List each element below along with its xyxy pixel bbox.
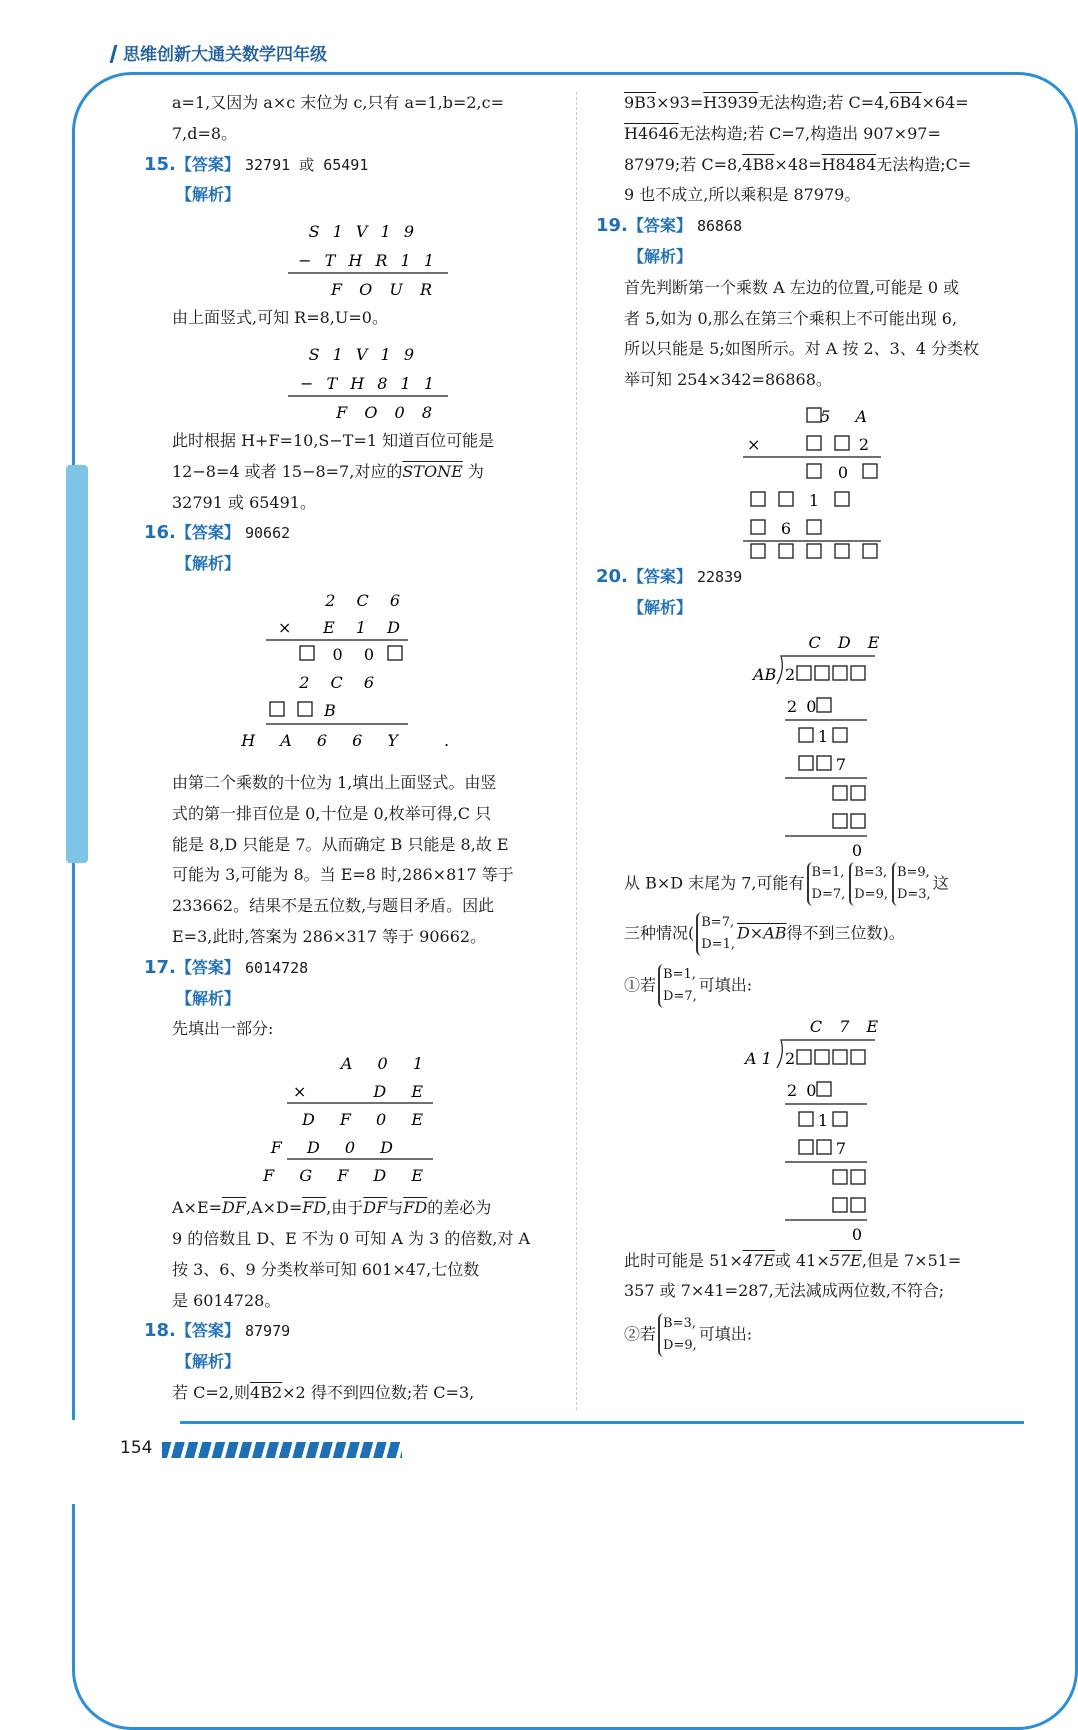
div1-box bbox=[797, 666, 811, 680]
q20-c1a: B=1, bbox=[811, 864, 845, 880]
v19-box bbox=[807, 520, 821, 534]
intro-line-1: a=1,又因为 a×c 末位为 c,只有 a=1,b=2,c= bbox=[172, 93, 505, 112]
v15b-row2: − T H 8 1 1 bbox=[300, 373, 438, 393]
q15-vertical-calc-2 bbox=[278, 338, 458, 422]
q17-vertical-calc bbox=[263, 1049, 453, 1189]
v17-row1: A 0 1 bbox=[340, 1054, 433, 1074]
q18-l1c: ×64= bbox=[921, 93, 969, 112]
intro-line-2: 7,d=8。 bbox=[172, 123, 238, 143]
q20-brace-1 bbox=[807, 862, 846, 906]
q20-ov-dab: D×AB bbox=[736, 923, 787, 943]
div2-box bbox=[799, 1140, 813, 1154]
v16-row2: E 1 D bbox=[323, 617, 408, 637]
q17-p1e: 的差必为 bbox=[427, 1198, 492, 1218]
q17-p3: 按 3、6、9 分类枚举可知 601×47,七位数 bbox=[172, 1259, 480, 1279]
q15-text2a: 此时根据 H+F=10,S−T=1 知道百位可能是 bbox=[172, 430, 495, 450]
right-column bbox=[596, 88, 1010, 1357]
q18-r-l1 bbox=[624, 88, 1010, 119]
q18-ov3: H3939 bbox=[703, 93, 758, 112]
v17-row2: D E bbox=[373, 1082, 433, 1102]
q20-answer: 22839 bbox=[697, 567, 743, 586]
q17-p1a: A×E= bbox=[172, 1198, 223, 1218]
q16-p4: 可能为 3,可能为 8。当 E=8 时,286×817 等于 bbox=[172, 865, 514, 885]
v16-box bbox=[298, 702, 312, 716]
q15-analysis-tag: 【解析】 bbox=[176, 185, 241, 205]
q20-case1-c1a: B=1, bbox=[663, 966, 696, 982]
div1-quotient: C D E bbox=[808, 632, 886, 652]
v16-row1: 2 C 6 bbox=[325, 590, 408, 610]
v19-row2: 2 bbox=[858, 434, 869, 454]
div1-zero: 0 bbox=[851, 840, 863, 860]
q17-fd: $\overline{FD}$ bbox=[302, 1198, 327, 1218]
q20-c4b: D=1, bbox=[701, 936, 735, 952]
q17-answer-tag: 【答案】 bbox=[175, 957, 240, 977]
div2-box bbox=[833, 1198, 847, 1212]
header bbox=[112, 40, 327, 65]
q17-number: 17. bbox=[144, 956, 176, 978]
q15-stone: STONE bbox=[402, 461, 463, 481]
div2-box bbox=[799, 1112, 813, 1126]
v19-row5: 6 bbox=[780, 518, 792, 538]
v19-row4: 1 bbox=[808, 490, 820, 510]
div2-r2: 1 bbox=[817, 1110, 829, 1130]
q20-case1: ①若 bbox=[624, 975, 657, 995]
q19-answer: 86868 bbox=[697, 217, 743, 236]
q17-p1d: 与 bbox=[387, 1198, 404, 1218]
q18-analysis-tag: 【解析】 bbox=[176, 1352, 241, 1372]
q20-c2b: D=9, bbox=[854, 886, 888, 902]
q18-ov7: H8484 bbox=[821, 154, 877, 174]
q20-case2: ②若 bbox=[624, 1324, 657, 1344]
div1-box bbox=[815, 666, 829, 680]
div2-box bbox=[817, 1082, 831, 1096]
v19-box bbox=[751, 492, 765, 506]
v19-box bbox=[835, 436, 849, 450]
div1-dividend-2: 2 bbox=[785, 664, 796, 684]
q20-case2-c2a: B=3, bbox=[663, 1316, 696, 1332]
q17-p1 bbox=[172, 1193, 564, 1224]
v16-box bbox=[388, 646, 402, 660]
q15-answer-tag: 【答案】 bbox=[175, 154, 240, 174]
q17-df-2: $\overline{DF}$ bbox=[363, 1198, 388, 1218]
bottom-rule bbox=[180, 1421, 1024, 1424]
q18-p1 bbox=[172, 1378, 564, 1409]
v16-dot: . bbox=[444, 730, 450, 750]
q18-answer-line bbox=[144, 1316, 564, 1347]
div1-box bbox=[817, 756, 831, 770]
q16-p2: 式的第一排百位是 0,十位是 0,枚举可得,C 只 bbox=[172, 803, 492, 823]
v19-row1: 5 A bbox=[820, 406, 877, 426]
v16-row3: 0 0 bbox=[332, 644, 382, 664]
div1-divisor: AB bbox=[753, 664, 777, 684]
q18-answer: 87979 bbox=[245, 1322, 291, 1341]
v19-box bbox=[807, 436, 821, 450]
q18-p1b: ×2 得不到四位数;若 C=3, bbox=[282, 1382, 475, 1402]
v19-box bbox=[807, 408, 821, 422]
q20-brace-3 bbox=[892, 862, 931, 906]
q18-ov6: 4B8 bbox=[742, 154, 775, 174]
q16-answer-line bbox=[144, 518, 564, 549]
div2-r1: 2 0 bbox=[787, 1080, 819, 1100]
v17-times: × bbox=[293, 1082, 307, 1102]
div1-box bbox=[851, 666, 865, 680]
q19-vertical-calc bbox=[737, 400, 897, 550]
q20-ov47e: 47E bbox=[742, 1250, 775, 1270]
q18-l2a: 无法构造;若 C=7,构造出 907×97= bbox=[678, 123, 941, 143]
v16-row5: B bbox=[324, 700, 336, 720]
q20-case2b: 可填出: bbox=[698, 1324, 753, 1344]
div2-box bbox=[851, 1198, 865, 1212]
q18-ov5: H4646 bbox=[624, 123, 679, 143]
q20-brace-4 bbox=[696, 912, 735, 956]
q16-answer: 90662 bbox=[245, 524, 291, 543]
q20-case1b: 可填出: bbox=[698, 975, 753, 995]
div2-r3: 7 bbox=[835, 1138, 847, 1158]
v19-box bbox=[863, 464, 877, 478]
v19-box bbox=[751, 544, 765, 558]
q15-text2c: 为 bbox=[467, 461, 484, 481]
v19-box bbox=[863, 544, 877, 558]
v19-box bbox=[807, 544, 821, 558]
q16-p5: 233662。结果不是五位数,与题目矛盾。因此 bbox=[172, 896, 495, 916]
v16-box bbox=[300, 646, 314, 660]
v19-box bbox=[835, 492, 849, 506]
div2-box bbox=[851, 1050, 865, 1064]
v15b-row1: S 1 V 1 9 bbox=[308, 344, 418, 364]
q16-analysis-tag: 【解析】 bbox=[176, 554, 241, 574]
q17-fd-2: $\overline{FD}$ bbox=[403, 1198, 428, 1218]
div1-r3: 7 bbox=[835, 754, 847, 774]
q17-answer-line bbox=[144, 953, 564, 984]
q20-cases-line bbox=[624, 862, 1010, 906]
q20-after1a: 此时可能是 51× bbox=[624, 1250, 743, 1270]
q15-answer: 32791 或 65491 bbox=[245, 155, 369, 174]
q16-answer-tag: 【答案】 bbox=[175, 523, 240, 543]
v19-box bbox=[807, 464, 821, 478]
v17-row3: D F 0 E bbox=[301, 1110, 433, 1130]
div1-box bbox=[817, 698, 831, 712]
q15-text2b-line bbox=[172, 457, 564, 488]
q20-c3b: D=3, bbox=[896, 886, 931, 902]
q17-p1c: ,由于 bbox=[326, 1198, 364, 1218]
div2-zero: 0 bbox=[851, 1224, 863, 1244]
div2-box bbox=[833, 1170, 847, 1184]
div2-box bbox=[851, 1170, 865, 1184]
div1-box bbox=[833, 814, 847, 828]
q18-ov4: 6B4 bbox=[889, 93, 922, 112]
q15-answer-line bbox=[144, 150, 564, 181]
div1-box bbox=[851, 786, 865, 800]
q20-c4a: B=7, bbox=[701, 914, 735, 930]
q20-line2a: 三种情况( bbox=[624, 923, 695, 943]
frame-mask bbox=[0, 1420, 1024, 1504]
v15a-row2: − T H R 1 1 bbox=[298, 251, 438, 271]
v16-row4: 2 C 6 bbox=[299, 672, 382, 692]
q16-p6: E=3,此时,答案为 286×317 等于 90662。 bbox=[172, 926, 487, 946]
q20-c2a: B=3, bbox=[854, 864, 888, 880]
q19-p3: 所以只能是 5;如图所示。对 A 按 2、3、4 分类枚 bbox=[624, 339, 980, 359]
q20-analysis-tag: 【解析】 bbox=[628, 597, 693, 617]
q20-c3a: B=9, bbox=[896, 864, 930, 880]
left-column bbox=[144, 88, 564, 1409]
q20-line2 bbox=[624, 912, 1010, 956]
div2-box bbox=[815, 1050, 829, 1064]
q16-p3: 能是 8,D 只能是 7。从而确定 B 只能是 8,故 E bbox=[172, 834, 509, 854]
q18-l3b: ×48= bbox=[774, 154, 822, 174]
q15-vertical-calc-1 bbox=[278, 215, 458, 299]
div1-box bbox=[833, 728, 847, 742]
div2-box bbox=[833, 1112, 847, 1126]
div2-divisor: A 1 bbox=[745, 1048, 772, 1068]
v16-times: × bbox=[278, 617, 292, 637]
q20-ov57e: 57E bbox=[829, 1250, 862, 1270]
page-number: 154 bbox=[120, 1438, 153, 1458]
v16-row6: H A 6 6 Y bbox=[241, 730, 408, 750]
q19-p1: 首先判断第一个乘数 A 左边的位置,可能是 0 或 bbox=[624, 277, 960, 297]
q15-text2d: 32791 或 65491。 bbox=[172, 492, 316, 512]
v16-box bbox=[270, 702, 284, 716]
q17-p2: 9 的倍数且 D、E 不为 0 可知 A 为 3 的倍数,对 A bbox=[172, 1228, 531, 1248]
q20-after1b: 或 41× bbox=[774, 1250, 830, 1270]
q15-text2b: 12−8=4 或者 15−8=7,对应的 bbox=[172, 461, 403, 481]
q19-answer-line bbox=[596, 211, 1010, 242]
q20-c1b: D=7, bbox=[811, 886, 846, 902]
q18-r-l2 bbox=[624, 119, 1010, 150]
div2-dividend-2: 2 bbox=[785, 1048, 796, 1068]
side-tab bbox=[66, 465, 88, 863]
q17-analysis-tag: 【解析】 bbox=[176, 988, 241, 1008]
q20-answer-tag: 【答案】 bbox=[627, 566, 692, 586]
v19-box bbox=[751, 520, 765, 534]
div2-box bbox=[833, 1050, 847, 1064]
div1-box bbox=[799, 756, 813, 770]
v19-row3: 0 bbox=[837, 462, 849, 482]
q20-zhe: 这 bbox=[932, 873, 949, 893]
v19-box bbox=[779, 492, 793, 506]
q16-p1: 由第二个乘数的十位为 1,填出上面竖式。由竖 bbox=[172, 772, 497, 792]
v15a-row1: S 1 V 1 9 bbox=[308, 222, 418, 242]
q17-answer: 6014728 bbox=[245, 958, 309, 977]
div2-quotient: C 7 E bbox=[809, 1016, 885, 1036]
q18-answer-tag: 【答案】 bbox=[175, 1321, 240, 1341]
footer-stripes bbox=[162, 1442, 402, 1458]
div1-box bbox=[851, 814, 865, 828]
q20-division-2 bbox=[737, 1012, 897, 1242]
div2-box bbox=[817, 1140, 831, 1154]
v17-row4: F D 0 D bbox=[270, 1138, 403, 1158]
q20-case1-line bbox=[624, 964, 1010, 1008]
q20-case-intro: 从 B×D 末尾为 7,可能有 bbox=[624, 873, 805, 893]
q20-after2: 357 或 7×41=287,无法减成两位数,不符合; bbox=[624, 1281, 945, 1301]
q18-ov1: 4B2 bbox=[250, 1382, 283, 1402]
q19-p2: 者 5,如为 0,那么在第三个乘积上不可能出现 6, bbox=[624, 308, 958, 328]
q17-p4: 是 6014728。 bbox=[172, 1290, 281, 1310]
q17-intro: 先填出一部分: bbox=[172, 1019, 274, 1039]
q20-brace-5 bbox=[658, 964, 697, 1008]
q18-l3c: 无法构造;C= bbox=[876, 154, 972, 174]
div2-box bbox=[797, 1050, 811, 1064]
div1-box bbox=[833, 786, 847, 800]
q20-brace-6 bbox=[658, 1313, 697, 1357]
q20-after1 bbox=[624, 1246, 1010, 1277]
q18-l1a: ×93= bbox=[656, 93, 704, 112]
q18-l1b: 无法构造;若 C=4, bbox=[757, 93, 890, 112]
q20-after1c: ,但是 7×51= bbox=[861, 1250, 962, 1270]
q19-number: 19. bbox=[596, 215, 628, 237]
q17-p1b: ,A×D= bbox=[245, 1198, 303, 1218]
q19-p4: 举可知 254×342=86868。 bbox=[624, 370, 832, 390]
q18-p1a: 若 C=2,则 bbox=[172, 1382, 251, 1402]
q20-answer-line bbox=[596, 562, 1010, 593]
q20-case2-c2b: D=9, bbox=[663, 1338, 697, 1354]
q20-case2-line bbox=[624, 1313, 1010, 1357]
q18-number: 18. bbox=[144, 1320, 176, 1342]
q20-line2b: 得不到三位数)。 bbox=[786, 923, 905, 943]
q20-brace-2 bbox=[849, 862, 888, 906]
v17-row5: F G F D E bbox=[263, 1166, 433, 1186]
q18-r-l4: 9 也不成立,所以乘积是 87979。 bbox=[624, 185, 861, 205]
q20-number: 20. bbox=[596, 565, 628, 587]
v19-times: × bbox=[747, 434, 761, 454]
q15-text1: 由上面竖式,可知 R=8,U=0。 bbox=[172, 308, 388, 328]
q16-vertical-calc bbox=[241, 584, 478, 764]
q18-r-l3 bbox=[624, 150, 1010, 181]
q16-number: 16. bbox=[144, 522, 176, 544]
v19-box bbox=[835, 544, 849, 558]
q18-l3a: 87979;若 C=8, bbox=[624, 154, 743, 174]
div1-box bbox=[799, 728, 813, 742]
q20-case1-c1b: D=7, bbox=[663, 988, 697, 1004]
div1-r2: 1 bbox=[817, 726, 829, 746]
v19-box bbox=[779, 544, 793, 558]
div1-r1: 2 0 bbox=[787, 696, 819, 716]
q17-df: $\overline{DF}$ bbox=[222, 1198, 246, 1218]
q18-ov2: 9B3 bbox=[624, 93, 657, 112]
v15a-row3: F O U R bbox=[330, 280, 438, 300]
q20-division-1 bbox=[737, 628, 897, 858]
header-title: 思维创新大通关数学四年级 bbox=[123, 45, 327, 65]
column-divider bbox=[576, 92, 577, 1410]
q19-analysis-tag: 【解析】 bbox=[628, 246, 693, 266]
q15-number: 15. bbox=[144, 153, 176, 175]
div1-box bbox=[833, 666, 847, 680]
v15b-row3: F O 0 8 bbox=[336, 402, 438, 422]
header-bar-icon bbox=[110, 45, 118, 63]
q19-answer-tag: 【答案】 bbox=[627, 216, 692, 236]
